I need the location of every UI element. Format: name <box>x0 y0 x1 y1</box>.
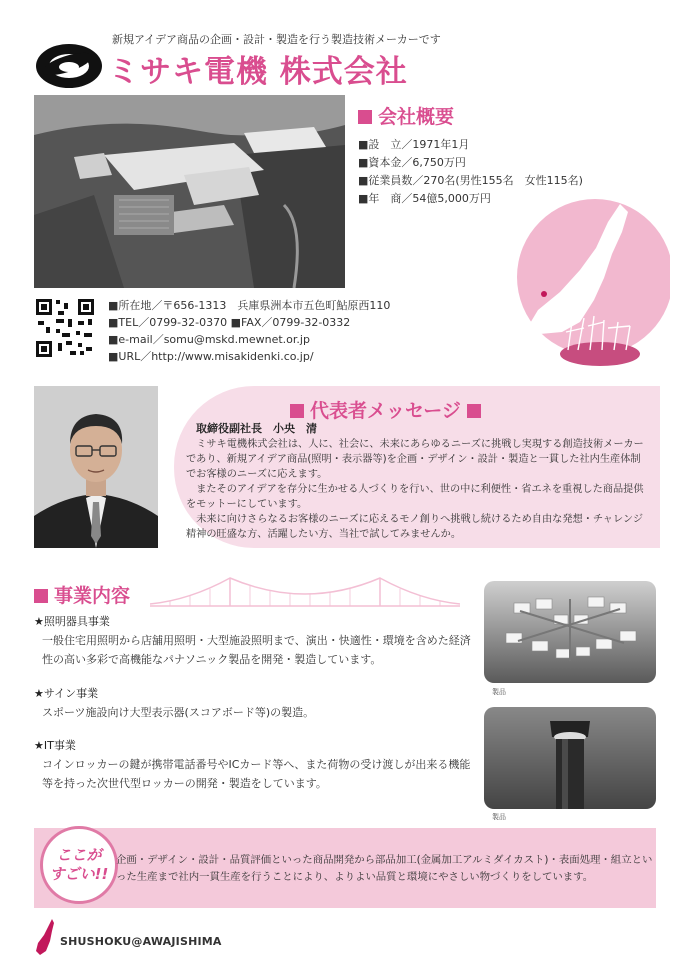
business-item-it <box>34 736 474 793</box>
message-paragraph: ミサキ電機株式会社は、人に、社会に、未来にあらゆるニーズに挑戦し実現する創造技術メーカーであり、新規アイデア商品(照明・表示器等)を企画・デザイン・設計・製造と一貫した社内生産体制でお客様のニーズに応えます。 <box>186 439 644 480</box>
overview-item: ■年 商／54億5,000万円 <box>358 192 491 205</box>
company-logo-icon <box>34 34 104 92</box>
message-paragraph: 未来に向けさらなるお客様のニーズに応えるモノ創りへ挑戦し続けるため自由な発想・チャレンジ精神の旺盛な方、活躍したい方、当社で試してみませんか。 <box>186 514 644 540</box>
highlight-badge-text: ここが すごい!! <box>49 846 109 883</box>
overview-item: ■設 立／1971年1月 <box>358 138 470 151</box>
awaji-island-icon <box>34 917 56 957</box>
company-name: ミサキ電機 株式会社 <box>108 54 408 90</box>
message-heading: 代表者メッセージ <box>290 396 481 423</box>
overview-item: ■従業員数／270名(男性155名 女性115名) <box>358 174 583 187</box>
business-item-title: ★照明器具事業 <box>34 615 110 628</box>
bridge-decoration-icon <box>150 576 460 612</box>
heading-square-icon <box>290 404 304 418</box>
awaji-map-icon <box>500 182 670 382</box>
qr-code-icon <box>34 297 96 359</box>
business-item-desc: 一般住宅用照明から店舗用照明・大型施設照明まで、演出・快適性・環境を含めた経済性の高い多彩で高機能なパナソニック製品を開発・製造しています。 <box>42 634 471 666</box>
contact-phone: ■TEL／0799-32-0370 ■FAX／0799-32-0332 <box>108 316 351 329</box>
photo-caption: 製品 <box>492 688 506 696</box>
contact-email[interactable]: ■e-mail／somu@mskd.mewnet.or.jp <box>108 333 310 346</box>
heading-square-icon <box>358 110 372 124</box>
overview-heading: 会社概要 <box>358 102 454 129</box>
factory-aerial-photo <box>34 95 345 288</box>
photo-caption: 製品 <box>492 813 506 821</box>
heading-square-icon <box>34 589 48 603</box>
business-item-lighting <box>34 612 474 669</box>
footer-brand: SHUSHOKU@AWAJISHIMA <box>60 935 222 948</box>
message-body <box>186 437 646 542</box>
business-heading: 事業内容 <box>34 581 130 608</box>
business-item-desc: スポーツ施設向け大型表示器(スコアボード等)の製造。 <box>42 706 315 719</box>
highlight-text: 企画・デザイン・設計・品質評価といった商品開発から部品加工(金属加工アルミダイカスト)・表面処理・組立といった生産まで社内一貫生産を行うことにより、よりよい品質と環境にやさしい物づくりをしています。 <box>116 854 653 883</box>
ceiling-light-product-photo <box>484 581 656 683</box>
business-item-desc: コインロッカーの鍵が携帯電話番号やICカード等へ、また荷物の受け渡しが出来る機能等を持った次世代型ロッカーの開発・製造をしています。 <box>42 758 471 790</box>
representative-portrait <box>34 386 158 548</box>
message-paragraph: またそのアイデアを存分に生かせる人づくりを行い、世の中に利便性・省エネを重視した商品提供をモットーにしています。 <box>186 484 644 510</box>
bollard-light-product-photo <box>484 707 656 809</box>
representative-name: 取締役副社長 小央 清 <box>196 422 317 435</box>
tagline: 新規アイデア商品の企画・設計・製造を行う製造技術メーカーです <box>112 33 441 46</box>
business-item-title: ★サイン事業 <box>34 687 99 700</box>
contact-address: ■所在地／〒656-1313 兵庫県洲本市五色町鮎原西110 <box>108 299 391 312</box>
overview-item: ■資本金／6,750万円 <box>358 156 466 169</box>
contact-url[interactable]: ■URL／http://www.misakidenki.co.jp/ <box>108 350 314 363</box>
business-item-title: ★IT事業 <box>34 739 76 752</box>
contact-info <box>108 297 390 365</box>
business-item-sign <box>34 684 474 722</box>
heading-square-icon <box>467 404 481 418</box>
